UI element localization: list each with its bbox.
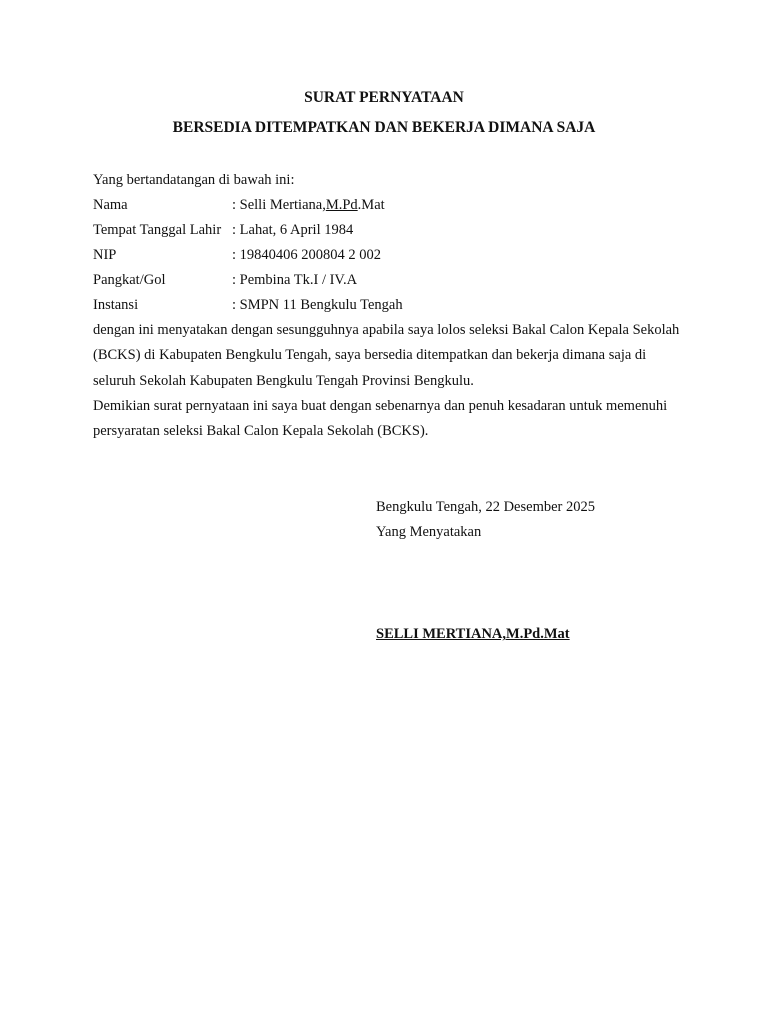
document-subtitle: BERSEDIA DITEMPATKAN DAN BEKERJA DIMANA SAJA [172,119,596,136]
field-row-ttl [93,220,693,240]
field-value-prefix: : Selli Mertiana, [232,197,326,213]
field-label: Instansi [93,297,139,313]
signature-name: SELLI MERTIANA,M.Pd.Mat [376,626,570,642]
field-value-underlined: M.Pd [325,197,358,213]
field-value [232,195,385,215]
signature-role: Yang Menyatakan [376,524,482,540]
field-label: NIP [93,247,117,263]
field-label: Tempat Tanggal Lahir [93,222,222,238]
signature-place-date: Bengkulu Tengah, 22 Desember 2025 [376,499,595,515]
field-value-suffix: .Mat [357,197,385,213]
field-row-nama [93,195,693,215]
field-value: : 19840406 200804 2 002 [232,247,382,263]
document-title: SURAT PERNYATAAN [304,89,464,106]
field-row-pangkat [93,270,693,290]
intro-text: Yang bertandatangan di bawah ini: [93,172,295,188]
field-value: : Pembina Tk.I / IV.A [232,272,358,288]
field-value: : SMPN 11 Bengkulu Tengah [232,297,403,313]
field-value: : Lahat, 6 April 1984 [232,222,354,238]
field-row-nip [93,245,693,265]
field-label: Pangkat/Gol [93,272,166,288]
statement-paragraph: dengan ini menyatakan dengan sesungguhnya apabila saya lolos seleksi Bakal Calon Kepala Sekolah (BCKS) di Kabupaten Bengkulu Tengah, saya bersedia ditempatkan dan bekerja dimana saja di seluruh Sekolah Kabupaten Bengkulu Tengah Provinsi Bengkulu. [93,322,680,389]
closing-paragraph: Demikian surat pernyataan ini saya buat dengan sebenarnya dan penuh kesadaran untuk memenuhi persyaratan seleksi Bakal Calon Kepala Sekolah (BCKS). [93,398,668,440]
field-label: Nama [93,197,128,213]
field-row-instansi [93,295,693,315]
